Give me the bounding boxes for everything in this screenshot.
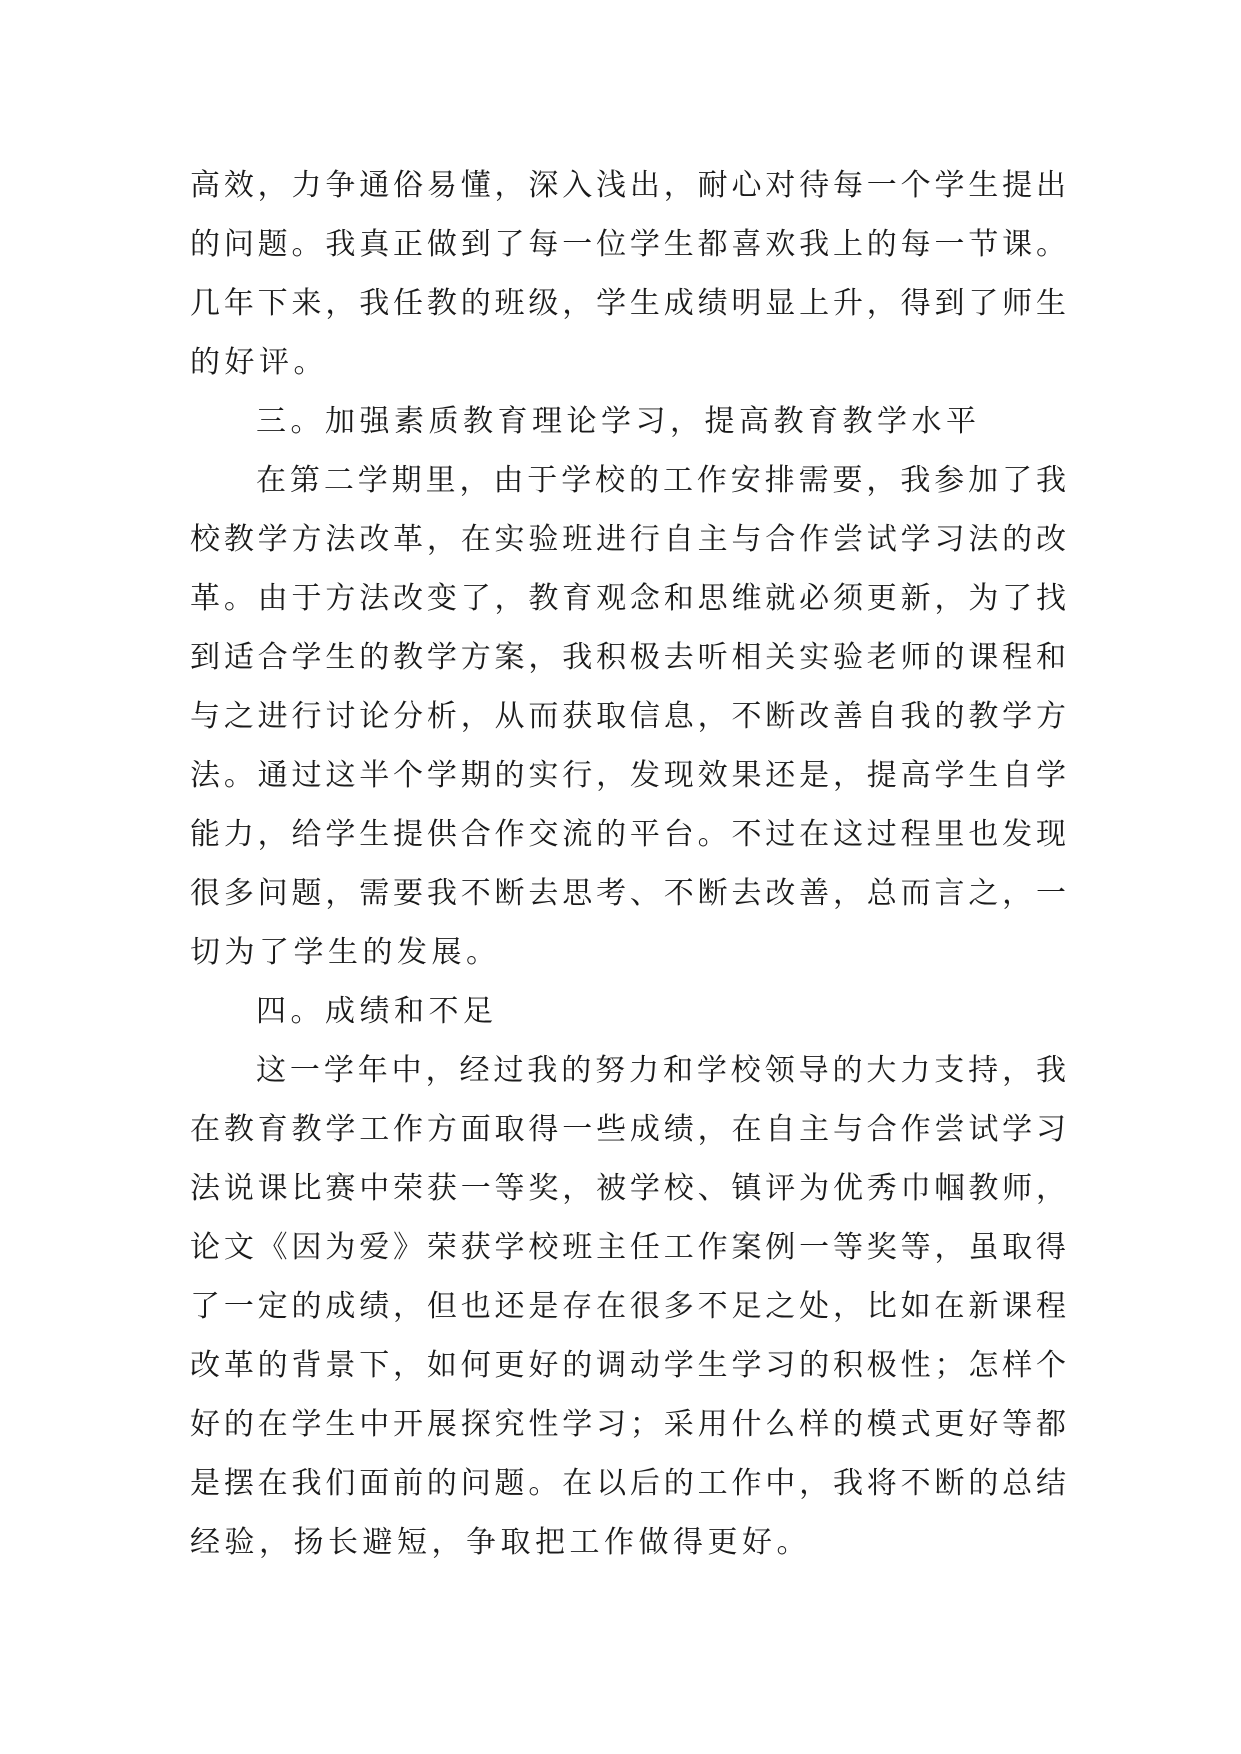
text-line: 论文《因为爱》荣获学校班主任工作案例一等奖等，虽取得 bbox=[190, 1230, 1066, 1265]
text-line: 高效，力争通俗易懂，深入浅出，耐心对待每一个学生提出 bbox=[190, 168, 1066, 203]
text-line: 法。通过这半个学期的实行，发现效果还是，提高学生自学 bbox=[190, 758, 1066, 793]
text-line: 的好评。 bbox=[190, 345, 328, 380]
text-line: 在教育教学工作方面取得一些成绩，在自主与合作尝试学习 bbox=[190, 1112, 1066, 1147]
text-line: 革。由于方法改变了，教育观念和思维就必须更新，为了找 bbox=[190, 581, 1066, 616]
text-line: 三。加强素质教育理论学习，提高教育教学水平 bbox=[256, 404, 981, 439]
text-line: 法说课比赛中荣获一等奖，被学校、镇评为优秀巾帼教师， bbox=[190, 1171, 1066, 1206]
text-line: 是摆在我们面前的问题。在以后的工作中，我将不断的总结 bbox=[190, 1466, 1066, 1501]
text-line: 在第二学期里，由于学校的工作安排需要，我参加了我 bbox=[256, 463, 1066, 498]
text-line: 几年下来，我任教的班级，学生成绩明显上升，得到了师生 bbox=[190, 286, 1066, 321]
text-line: 经验，扬长避短，争取把工作做得更好。 bbox=[190, 1525, 811, 1560]
text-line: 这一学年中，经过我的努力和学校领导的大力支持，我 bbox=[256, 1053, 1066, 1088]
text-line: 能力，给学生提供合作交流的平台。不过在这过程里也发现 bbox=[190, 817, 1066, 852]
text-line: 很多问题，需要我不断去思考、不断去改善，总而言之，一 bbox=[190, 876, 1066, 911]
text-line: 的问题。我真正做到了每一位学生都喜欢我上的每一节课。 bbox=[190, 227, 1066, 262]
text-line: 切为了学生的发展。 bbox=[190, 935, 501, 970]
text-line: 到适合学生的教学方案，我积极去听相关实验老师的课程和 bbox=[190, 640, 1066, 675]
text-line: 好的在学生中开展探究性学习；采用什么样的模式更好等都 bbox=[190, 1407, 1066, 1442]
text-line: 改革的背景下，如何更好的调动学生学习的积极性；怎样个 bbox=[190, 1348, 1066, 1383]
text-line: 与之进行讨论分析，从而获取信息，不断改善自我的教学方 bbox=[190, 699, 1066, 734]
text-line: 了一定的成绩，但也还是存在很多不足之处，比如在新课程 bbox=[190, 1289, 1066, 1324]
document-body bbox=[190, 156, 1066, 1572]
text-line: 校教学方法改革，在实验班进行自主与合作尝试学习法的改 bbox=[190, 522, 1066, 557]
text-line: 四。成绩和不足 bbox=[256, 994, 498, 1029]
